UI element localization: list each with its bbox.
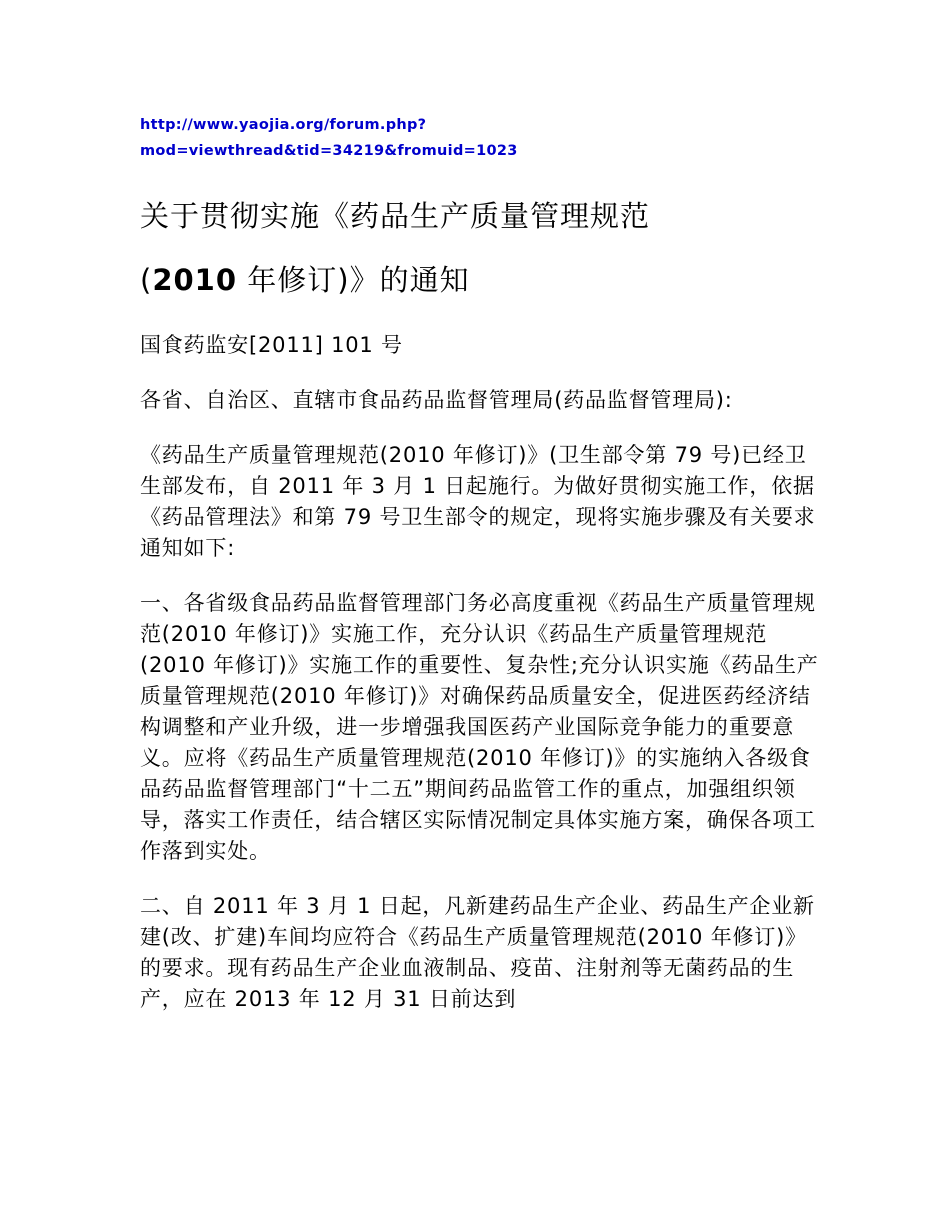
title-line1: 关于贯彻实施《药品生产质量管理规范 bbox=[140, 199, 651, 233]
paragraph-intro: 《药品生产质量管理规范(2010 年修订)》(卫生部令第 79 号)已经卫生部发布，自 2011 年 3 月 1 日起施行。为做好贯彻实施工作，依据《药品管理法》和第 79 号卫生部令的规定，现将实施步骤及有关要求通知如下: bbox=[140, 443, 816, 560]
addressee: 各省、自治区、直辖市食品药品监督管理局(药品监督管理局): bbox=[140, 388, 733, 412]
title-line2-rest: 年修订)》的通知 bbox=[237, 263, 470, 297]
source-link-line2: mod=viewthread&tid=34219&fromuid=1023 bbox=[140, 143, 518, 159]
title-year: 2010 bbox=[152, 263, 238, 297]
title-line2-open: ( bbox=[140, 263, 153, 297]
source-link[interactable] bbox=[140, 112, 820, 164]
paragraph-section-2: 二、自 2011 年 3 月 1 日起，凡新建药品生产企业、药品生产企业新建(改、扩建)车间均应符合《药品生产质量管理规范(2010 年修订)》的要求。现有药品生产企业血液制品、疫苗、注射剂等无菌药品的生产，应在 2013 年 12 月 31 日前达到 bbox=[140, 894, 815, 1011]
source-link-line1: http://www.yaojia.org/forum.php? bbox=[140, 117, 427, 133]
document-number: 国食药监安[2011] 101 号 bbox=[140, 333, 403, 357]
document-page bbox=[140, 112, 820, 1015]
document-title bbox=[140, 184, 820, 312]
paragraph-section-1: 一、各省级食品药品监督管理部门务必高度重视《药品生产质量管理规范(2010 年修订)》实施工作，充分认识《药品生产质量管理规范(2010 年修订)》实施工作的重要性、复杂性;充分认识实施《药品生产质量管理规范(2010 年修订)》对确保药品质量安全，促进医药经济结构调整和产业升级，进一步增强我国医药产业国际竞争能力的重要意义。应将《药品生产质量管理规范(2010 年修订)》的实施纳入各级食品药品监督管理部门“十二五”期间药品监管工作的重点，加强组织领导，落实工作责任，结合辖区实际情况制定具体实施方案，确保各项工作落到实处。 bbox=[140, 591, 819, 863]
